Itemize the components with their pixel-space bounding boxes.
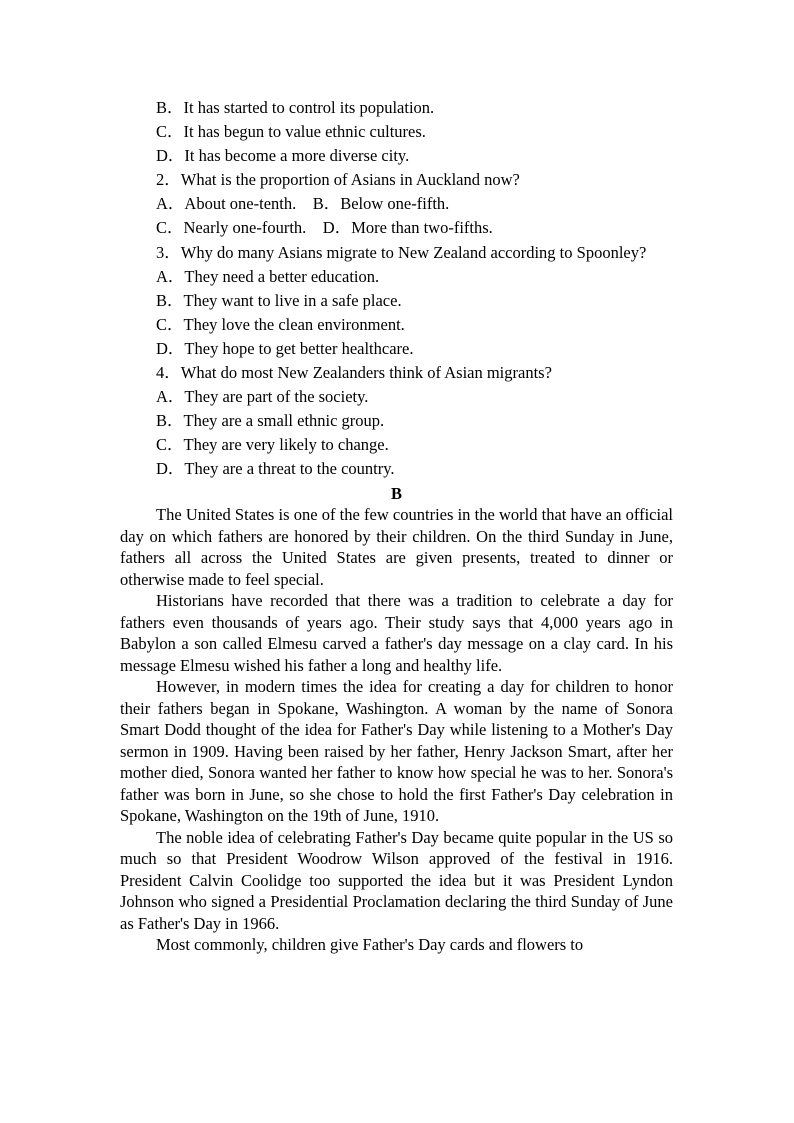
passage-paragraph-3: However, in modern times the idea for creating a day for children to honor their fathers began in Spokane, Washington. A woman by the name of Sonora Smart Dodd thought of the idea for Father's Day while listening to a Mother's Day sermon in 1909. Having been raised by her father, Henry Jackson Smart, after her mother died, Sonora wanted her father to know how special he was to her. Sonora's father was born in June, so she chose to hold the first Father's Day celebration in Spokane, Washington on the 19th of June, 1910. (120, 677, 673, 825)
q1-option-c: C．It has begun to value ethnic cultures. (156, 122, 426, 142)
q4-option-b: B．They are a small ethnic group. (156, 411, 385, 431)
q3-option-c: C．They love the clean environment. (156, 314, 405, 334)
q4-option-a: A．They are part of the society. (156, 387, 369, 407)
q2-options-row-2: C．Nearly one-fourth. D．More than two-fifths. (156, 218, 493, 238)
q3-option-a: A．They need a better education. (156, 266, 380, 286)
q4-option-d: D．They are a threat to the country. (156, 459, 395, 479)
section-heading: B (390, 483, 402, 503)
question-2: 2．What is the proportion of Asians in Auckland now? (156, 170, 520, 190)
question-3: 3．Why do many Asians migrate to New Zealand according to Spoonley? (156, 242, 647, 262)
q3-option-d: D．They hope to get better healthcare. (156, 338, 414, 358)
q1-option-b: B．It has started to control its population. (156, 98, 435, 117)
passage-paragraph-1: The United States is one of the few countries in the world that have an official day on which fathers are honored by their children. On the third Sunday in June, fathers all across the United States are given presents, treated to dinner or otherwise made to feel special. (120, 505, 673, 589)
q2-options-row-1: A．About one-tenth. B．Below one-fifth. (156, 194, 450, 214)
exam-page (120, 97, 673, 956)
passage-paragraph-5: Most commonly, children give Father's Day cards and flowers to (156, 935, 584, 954)
question-4: 4．What do most New Zealanders think of Asian migrants? (156, 363, 552, 383)
q1-option-d: D．It has become a more diverse city. (156, 146, 410, 166)
passage-paragraph-2: Historians have recorded that there was a tradition to celebrate a day for fathers even thousands of years ago. Their study says that 4,000 years ago in Babylon a son called Elmesu carved a father's day message on a clay card. In his message Elmesu wished his father a long and healthy life. (120, 591, 673, 675)
q3-option-b: B．They want to live in a safe place. (156, 290, 402, 310)
passage-paragraph-4: The noble idea of celebrating Father's Day became quite popular in the US so much so that President Woodrow Wilson approved of the festival in 1916. President Calvin Coolidge too supported the idea but it was President Lyndon Johnson who signed a Presidential Proclamation declaring the third Sunday of June as Father's Day in 1966. (120, 827, 673, 933)
q4-option-c: C．They are very likely to change. (156, 435, 389, 455)
